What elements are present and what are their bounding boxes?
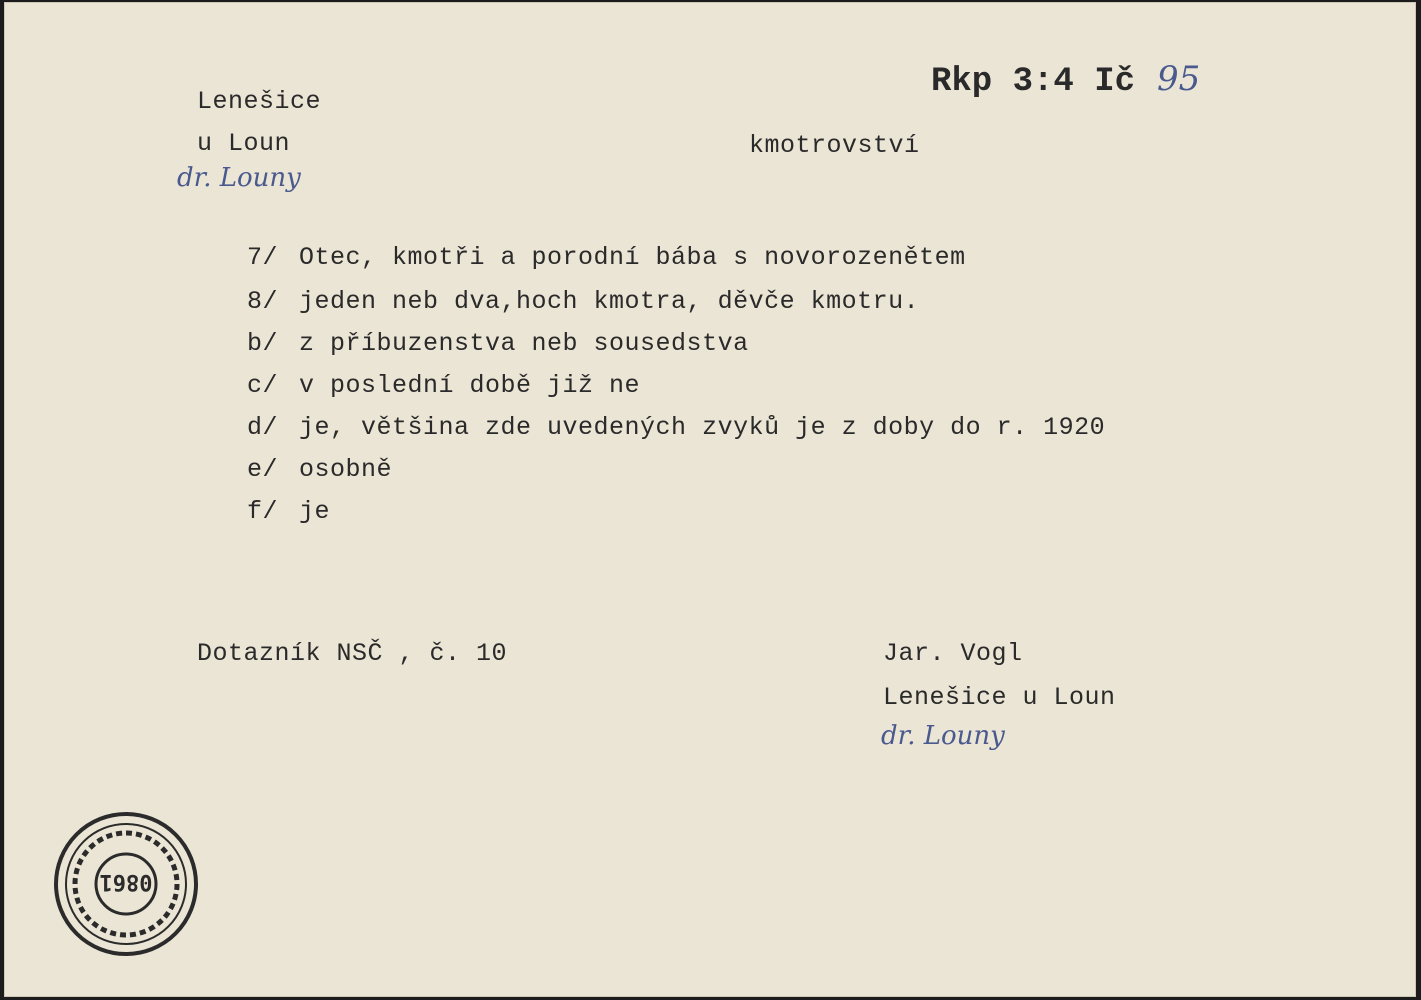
archive-card bbox=[4, 2, 1416, 997]
catalog-ref-text: Rkp 3:4 I bbox=[931, 63, 1115, 101]
handwritten-catalog-number: 95 bbox=[1157, 59, 1201, 99]
place-line-1: Lenešice bbox=[197, 87, 322, 116]
author-place: Lenešice u Loun bbox=[883, 683, 1116, 712]
entry-text: je bbox=[299, 497, 331, 526]
entry-text: je, většina zde uvedených zvyků je z doby do r. 1920 bbox=[299, 413, 1106, 442]
stamp-number: 0861 bbox=[99, 869, 153, 894]
place-line-2: u Loun bbox=[197, 129, 291, 158]
handwritten-place-note: dr. Louny bbox=[177, 163, 301, 193]
entry-label: c/ bbox=[247, 371, 279, 400]
entry-label: b/ bbox=[247, 329, 279, 358]
entry-label: f/ bbox=[247, 497, 279, 526]
handwritten-author-note: dr. Louny bbox=[881, 721, 1005, 751]
entry-label: e/ bbox=[247, 455, 279, 484]
stamp-graphic bbox=[51, 809, 201, 959]
entry-text: jeden neb dva,hoch kmotra, děvče kmotru. bbox=[299, 287, 920, 316]
entry-text: z příbuzenstva neb sousedstva bbox=[299, 329, 749, 358]
author-name: Jar. Vogl bbox=[883, 639, 1023, 668]
source-reference: Dotazník NSČ , č. 10 bbox=[197, 639, 508, 668]
archive-stamp bbox=[51, 809, 201, 964]
entry-label: 8/ bbox=[247, 287, 279, 316]
entry-text: osobně bbox=[299, 455, 393, 484]
entry-label: d/ bbox=[247, 413, 279, 442]
topic-title: kmotrovství bbox=[749, 131, 920, 160]
entry-label: 7/ bbox=[247, 243, 279, 272]
entry-text: Otec, kmotři a porodní bába s novorozenětem bbox=[299, 243, 966, 272]
entry-text: v poslední době již ne bbox=[299, 371, 641, 400]
catalog-reference bbox=[931, 63, 1135, 101]
catalog-ref-mark: č bbox=[1114, 63, 1136, 101]
